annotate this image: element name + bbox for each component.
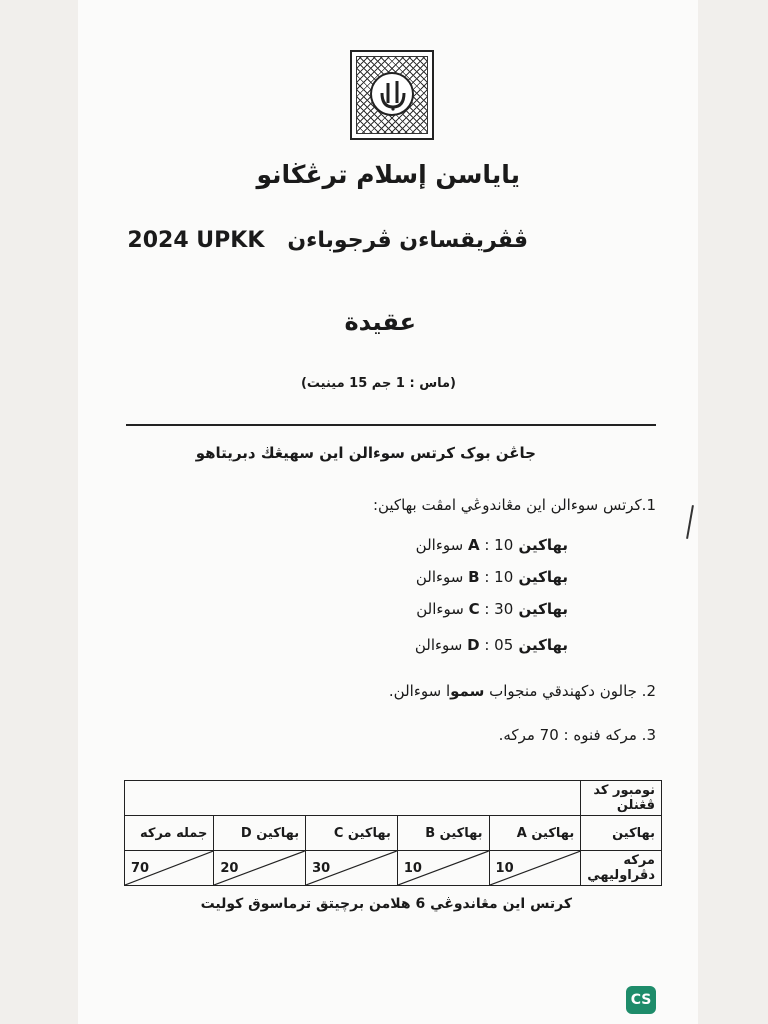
organization-title: يايا‌سن إسلام ترڠڬانو <box>256 160 520 189</box>
instruction-item-3: 3. مرکه فنوه : 70 مرکه. <box>498 726 656 744</box>
section-label: بهاکين C <box>468 600 568 618</box>
exam-name: ڤڤريقسا‌ءن ڤرجوباءن <box>287 228 528 253</box>
section-header-label: بهاکين <box>581 816 662 851</box>
section-a-line <box>416 536 568 554</box>
column-header: بهاکين C <box>306 816 398 851</box>
section-count: : 10 سوءالن <box>415 536 514 554</box>
column-header: بهاکين A <box>489 816 581 851</box>
column-header: جمله مرکه <box>125 816 214 851</box>
marks-obtained-label: مرکه دڤراوليهي <box>581 851 662 886</box>
section-count: : 05 سوءالن <box>414 636 514 654</box>
score-cell <box>125 851 214 886</box>
max-score: 20 <box>220 860 239 876</box>
instruction-item-2-end: ا سوءالن. <box>388 682 451 700</box>
column-header: بهاکين D <box>214 816 306 851</box>
section-c-line <box>416 600 568 618</box>
subject-title: عقيدة <box>344 308 416 336</box>
max-score: 30 <box>312 860 331 876</box>
instruction-heading: جاڠن بوک کرتس سوءالن این سهيڠڬ دبريتاهو <box>195 444 536 462</box>
section-d-line <box>415 636 568 654</box>
header-divider <box>126 424 656 426</box>
instruction-item-2-text: 2. جالون دکهندقي منجواب <box>484 682 656 700</box>
section-label: بهاکين A <box>467 536 568 554</box>
exam-code: 2024 UPKK <box>127 228 265 253</box>
max-score: 70 <box>131 860 150 876</box>
score-cell <box>306 851 398 886</box>
section-count: : 30 سوءالن <box>416 600 514 618</box>
column-header: بهاکين B <box>397 816 489 851</box>
exam-title <box>127 228 528 253</box>
institution-logo <box>350 50 434 140</box>
section-label: بهاکين B <box>468 568 568 586</box>
section-b-line <box>416 568 568 586</box>
score-cell <box>214 851 306 886</box>
instruction-item-1: 1.کرتس سوءالن اين مڠاندوڠي امڤت بهاکين: <box>372 496 656 514</box>
table-row <box>125 816 662 851</box>
score-cell <box>489 851 581 886</box>
table-row <box>125 851 662 886</box>
logo-emblem <box>370 72 414 116</box>
page-count-note: کرتس این مڠاندوڠي 6 هلامن برچيتق ترماسوق کوليت <box>200 896 572 912</box>
score-cell <box>397 851 489 886</box>
table-row <box>125 781 662 816</box>
exam-duration: (ماس : 1 جم 15 مينيت) <box>300 376 456 391</box>
max-score: 10 <box>495 860 514 876</box>
id-code-label: نومبور کد ڤڠنلن <box>581 781 662 816</box>
instruction-item-2-emphasis: سمو <box>450 682 485 700</box>
section-count: : 10 سوءالن <box>415 568 514 586</box>
instruction-item-2 <box>389 682 656 700</box>
id-code-cell <box>125 781 581 816</box>
camscanner-badge: CS <box>626 986 656 1014</box>
section-label: بهاکين D <box>467 636 568 654</box>
marks-table <box>124 780 662 886</box>
max-score: 10 <box>403 860 422 876</box>
